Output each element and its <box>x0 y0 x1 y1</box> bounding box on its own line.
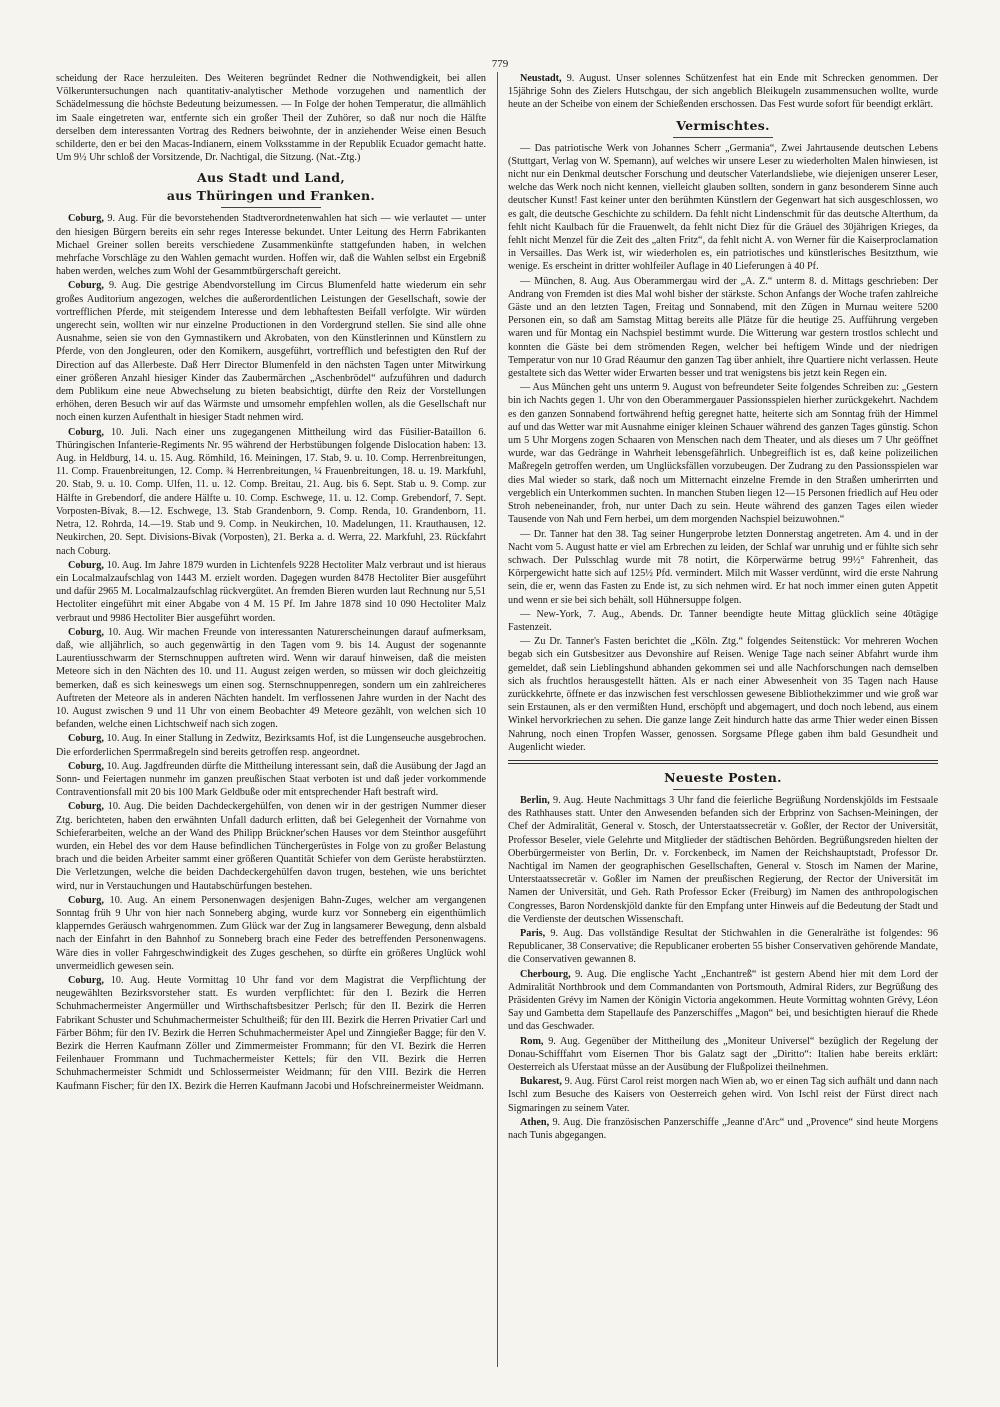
article-text: — Das patriotische Werk von Johannes Scherr „Germania“, Zwei Jahrtausende deutschen Lebens (Stuttgart, Verlag von W. Spemann), auf welches wir unsere Leser zu wiederholten Malen hinwiesen, ist nicht nur ein Denkmal deutscher Forschung und deutscher Vaterlandsliebe, wie diejenigen unserer Leser, welche das Werk noch nicht kennen, vielleicht glauben sollten, sondern in ganz besonderem Sinne auch deutscher Kunst! Fast keiner unter den berühmten Künstlern der Gegenwart hat sich ausgeschlossen, wo es galt, die deutsche Geschichte zu schildern. Da fehlt nicht Lindenschmit für das deutsche Alterthum, da fehlt nicht Kaulbach für die Frauenwelt, da fehlt nicht Diez für die Gräuel des 30jährigen Krieges, da fehlt nicht Menzel für die Zeit des „alten Fritz“, da fehlt nicht A. von Werner für die Kaiserproclamation in Versailles. Das Werk ist, wir wiederholen es, ein patriotisches und künstlerisches Besitzthum, wie wenige. Es erscheint in dritter wohlfeiler Auflage in 40 Lieferungen à 40 Pf. <box>508 142 938 273</box>
article-text: 10. Aug. An einem Personenwagen desjenigen Bahn-Zuges, welcher am vergangenen Sonntag früh 9 Uhr von hier nach Sonneberg abging, wurde kurz vor Sonneberg ein eigenthümlich klapperndes Geräusch wahrgenommen. Zum Glück war der Zug in langsamerer Bewegung, denn alsbald nach der Einfahrt in den Bahnhof zu Sonneberg brach eine Feder des betreffenden Personenwagens. Wäre dies in voller Fahrgeschwindigkeit des Zuges geschehen, so dürfte ein größeres Unglück wohl unvermeidlich gewesen sein. <box>56 894 486 972</box>
article-paragraph <box>56 626 486 732</box>
article-text: 10. Aug. Wir machen Freunde von interessanten Naturerscheinungen darauf aufmerksam, daß, wie alljährlich, so auch gegenwärtig in den Tagen vom 9. bis 14. August der sogenannte Laurentiusschwarm der Sternschnuppen auftreten wird. Wenn wir darauf hinweisen, daß die meisten Meteore sich in den Nächten des 10. und 11. August zeigen werden, so müssen wir doch gleichzeitig bemerken, daß es sich keineswegs um einen sog. Sternschnuppenregen, sondern um ein zahlreicheres Auftreten der Meteore als in anderen Nächten handelt. Im verflossenen Jahre wurden in der Nacht des 10. August zwischen 9 und 11 Uhr von einem Beobachter 49 Meteore gezählt, von welchen sich 10 befanden, welche einen Lichtschweif nach sich zogen. <box>56 626 486 731</box>
article-paragraph <box>508 608 938 634</box>
dateline-place: Coburg, <box>68 213 104 225</box>
heading-underline <box>673 789 773 790</box>
article-paragraph <box>508 381 938 526</box>
dateline-place: Berlin, <box>520 794 550 806</box>
article-paragraph <box>56 894 486 973</box>
article-text: — Zu Dr. Tanner's Fasten berichtet die „Köln. Ztg.“ folgendes Seitenstück: Vor mehreren Wochen begab sich ein Gutsbesitzer aus Devonshire auf Reisen. Wenige Tage nach seiner Abfahrt wurde ihm gemeldet, daß sein Lieblingshund abhanden gekommen sei und alle Nachforschungen nach demselben sich als fruchtlos herausgestellt hätten. Als er nach einer Abwesenheit von 35 Tagen nach Hause zurückkehrte, öffnete er das inzwischen fest verschlossen gewesene Bibliothekzimmer und wie groß war sein Erstaunen, als er den vermißten Hund, erschöpft und abgemagert, und doch noch lebend, aus einem Winkel hervorkriechen zu sehen. Die ganze lange Zeit hindurch hatte das arme Thier weder einen Bissen Nahrung, noch einen Tropfen Wasser, genossen. Sorgsame Pflege gaben ihm bald Gesundheit und Augenlicht wieder. <box>508 636 938 753</box>
section-rule <box>508 763 938 764</box>
dateline-place: Coburg, <box>68 733 104 745</box>
dateline-place: Rom, <box>520 1035 544 1047</box>
section-heading: Vermischtes. <box>676 117 770 133</box>
dateline-place: Coburg, <box>68 559 104 571</box>
dateline-place: Neustadt, <box>520 73 562 84</box>
dateline-place: Coburg, <box>68 280 104 292</box>
article-paragraph <box>56 559 486 625</box>
article-paragraph <box>508 794 938 926</box>
article-text: 10. Aug. Heute Vormittag 10 Uhr fand vor dem Magistrat die Verpflichtung der neugewählten Bezirksvorsteher statt. Es wurden verpflichtet: für den I. Bezirk die Herren Schuhmachermeister Angermüller und Wirthschaftsbesitzer Perlsch; für den II. Bezirk die Herren Fabrikant Schuster und Schuhmachermeister Schultheiß; für den III. Bezirk die Herren Privatier Carl und Färber Böhm; für den IV. Bezirk die Herren Schuhmachermeister Apel und Zinngießer Bagge; für den V. Bezirk die Herren Kaufmann Zöller und Zimmermeister Frommann; für den VI. Bezirk die Herren Feilenhauer Frommann und Tuchmachermeister Kettels; für den VII. Bezirk die Herren Schuhmachermeister Schmidt und Schlossermeister Weidmann; für den VIII. Bezirk die Herren Kaufmann Fischer; für den IX. Bezirk die Herren Kaufmann Jacobi und Hofschreinermeister Weidmann. <box>56 975 486 1092</box>
dateline-place: Coburg, <box>68 626 104 638</box>
dateline-place: Coburg, <box>68 894 104 906</box>
article-paragraph <box>508 968 938 1034</box>
article-text: 10. Aug. Jagdfreunden dürfte die Mittheilung interessant sein, daß die Ausübung der Jagd an Sonn- und Feiertagen nunmehr im ganzen preußischen Staat verboten ist und daß jeder vorkommende Contraventionsfall mit 20 bis 100 Mark Geldbuße oder mit entsprechender Haft bestraft wird. <box>56 760 486 799</box>
article-text: 9. Aug. Für die bevorstehenden Stadtverordnetenwahlen hat sich — wie verlautet — unter den hiesigen Bürgern bereits ein sehr reges Interesse bekundet. Unter Leitung des Herrn Fabrikanten Michael Greiner sollen bereits verschiedene Zusammenkünfte stattgefunden haben, in welchen mehrfache Vorschläge zu den Wahlen gemacht wurden. Hoffen wir, daß die Wahlen selbst ein Ergebniß haben werden, welches zum Wohl der Gesammtbürgerschaft gereicht. <box>56 213 486 278</box>
dateline-place: Paris, <box>520 927 546 939</box>
article-text: 9. Aug. Gegenüber der Mittheilung des „Moniteur Universel“ bezüglich der Regelung der Donau-Schifffahrt vom Eisernen Thor bis Galatz sagt der „Diritto“: Italien habe bereits erklärt: Oesterreich als Uferstaat müsse an der Ausübung der Flußpolizei theilnehmen. <box>508 1035 938 1074</box>
article-text: — Dr. Tanner hat den 38. Tag seiner Hungerprobe letzten Donnerstag angetreten. Am 4. und in der Nacht vom 5. August hatte er viel am Erbrechen zu leiden, der Schlaf war unruhig und er fühlte sich sehr schwach. Der Pulsschlag wurde mit 78 notirt, die Körperwärme betrug 99½° Fahrenheit, das Körpergewicht hatte sich auf 125½ Pfd. vermindert. Milch mit Wasser verdünnt, wird die erste Nahrung sein, die er, wenn das Fasten zu Ende ist, zu sich nehmen wird. Er hat noch immer einen guten Appetit und wenn er sie bei sich behält, soll Hühnersuppe folgen. <box>508 528 938 606</box>
article-text: 9. Aug. Heute Nachmittags 3 Uhr fand die feierliche Begrüßung Nordenskjölds im Festsaale des Rathhauses statt. Unter den Anwesenden befanden sich der Erbprinz von Sachsen-Meiningen, der Chef der Admiralität, General v. Stosch, der Unterstaatssecretär v. Goßler, der Rector der Universität, Professor Beseler, viele Gelehrte und Mitglieder der städtischen Behörden. Begrüßungsreden hielten der Oberbürgermeister von Berlin, Dr. v. Forckenbeck, im Namen der Reichshauptstadt, Professor Dr. Nachtigal im Namen der geographischen Gesellschaften, General v. Stosch im Namen der Marine, Unterstaatssecretär v. Goßler im Namen der preußischen Regierung, der Rector der Universität im Namen der Universität, und Geh. Rath Professor Ecker (Freiburg) im Namen des anthropologischen Congresses, Baron Nordenskjöld dankte für den Empfang unter Hinweis auf die Bedeutung der Stadt und die Verdienste der deutschen Wissenschaft. <box>508 794 938 925</box>
column-divider <box>497 72 498 1367</box>
article-paragraph <box>508 1116 938 1142</box>
article-text: — München, 8. Aug. Aus Oberammergau wird der „A. Z.“ unterm 8. d. Mittags geschrieben: Der Andrang von Fremden ist dies Mal wohl bisher der stärkste. Schon Anfangs der Woche trafen zahlreiche Gäste und an den letzten Tagen, Freitag und Sonnabend, mit den Zügen in Murnau weitere 5200 Personen ein, so daß am Samstag Mittag bereits alle Plätze für die heutige 25. Aufführung vergeben waren und für Montag ein Nachspiel bestimmt wurde. Die Witterung war gestern trostlos schlecht und konnten die Gäste bei dem strömenden Regen, welcher bei heftigem Winde und der niedrigen Temperatur von nur 10 Grad Réaumur den ganzen Tag über anhielt, ihre Quartiere nicht verlassen. Heute gestaltete sich das Wetter wider Erwarten besser und trat wenigstens bis jetzt kein Regen ein. <box>508 275 938 380</box>
article-text: 10. Aug. Im Jahre 1879 wurden in Lichtenfels 9228 Hectoliter Malz verbraut und ist hieraus ein Localmalzaufschlag von 1443 M. erzielt worden. Dagegen wurden 8478 Hectoliter Bier ausgeführt und dafür 2965 M. Localmalzaufschlag rückvergütet. An fremden Bieren wurden laut Rechnung nur 5,51 Hectoliter eingeführt mit einer Abgabe von 4 M. 15 Pf. Im Jahre 1878 sind 10 090 Hectoliter Malz verbraut und 9986 Hectoliter Bier ausgeführt worden. <box>56 559 486 624</box>
section-heading: Aus Stadt und Land, <box>197 170 345 186</box>
section-rule <box>508 760 938 761</box>
article-paragraph <box>56 760 486 800</box>
article-paragraph <box>508 1035 938 1075</box>
dateline-place: Cherbourg, <box>520 968 571 980</box>
article-text: — Aus München geht uns unterm 9. August von befreundeter Seite folgendes Schreiben zu: „Gestern bin ich Nachts gegen 1. Uhr von den Oberammergauer Passionsspielen hierher zurückgekehrt. Nachdem es den ganzen Sonnabend fortwährend heftig geregnet hatte, heiterte sich am Sonntag früh der Himmel auf und das Wetter war mit Ausnahme einiger kleinen Schauer während des ganzen Tages günstig. Schon um 5 Uhr Morgens zogen Schaaren von Menschen nach dem Theater, und als dieses um 7 Uhr geöffnet wurde, war das Gedränge in Wahrheit lebensgefährlich. Unbegreiflich ist es, daß keine polizeilichen Maßregeln getroffen werden, um Unglücksfällen vorzubeugen. Der Zudrang zu den Passionsspielen war dies Mal wieder so stark, daß noch um Mitternacht einzelne Fremde in den Straßen umherirrten und vergeblich ein Unterkommen suchten. In manchen Stuben liegen 12—15 Personen friedlich auf Heu oder Stroh nebeneinander, froh, nur unter Dach zu sein. Heute während des ganzen Tages eilen wieder Tausende von Nah und Fern herbei, um dem morgenden Nachspiel beizuwohnen.“ <box>508 382 938 526</box>
right-column <box>508 72 938 1367</box>
dateline-place: Athen, <box>520 1116 550 1128</box>
article-paragraph <box>56 72 486 164</box>
article-paragraph <box>56 212 486 278</box>
article-paragraph <box>508 927 938 967</box>
article-paragraph <box>508 72 938 112</box>
article-paragraph <box>56 426 486 558</box>
article-text: 10. Juli. Nach einer uns zugegangenen Mittheilung wird das Füsilier-Bataillon 6. Thüringischen Infanterie-Regiments Nr. 95 während der Herbstübungen folgende Dislocation haben: 13. Aug. in Heldburg, 14. u. 15. Aug. Römhild, 16. Meiningen, 17. Stab, 9. u. 10. Comp. Herrenbreitungen, 11. Comp. Frauenbreitungen, 12. Comp. ¾ Herrenbreitungen, ¼ Frauenbreitungen, 18. u. 19. Markfuhl, 20. Stab, 9. u. 10. Comp. Ulfen, 11. u. 12. Comp. Breitau, 21. Aug. bis 6. Sept. Stab u. 9. Comp. zur Hälfte in Grebendorf, die andere Hälfte u. 10. Comp. Eschwege, 11. u. 12. Comp. Grebendorf, 7. Sept. Vorposten-Bivak, 8.—12. Eschwege, 13. Stab Grandenborn, 9. Comp. Renda, 10. Grandenborn, 11. Netra, 12. Rohrda, 14.—19. Stab und 9. Comp. in Neukirchen, 10. Madelungen, 11. Krauthausen, 12. Neukirchen, 20. Sept. Divisions-Bivak (Vorposten), 21. Berka a. d. Werra, 22. Markfuhl, 23. Rückfahrt nach Coburg. <box>56 426 486 557</box>
article-text: scheidung der Race herzuleiten. Des Weiteren begründet Redner die Nothwendigkeit, bei allen Völkeruntersuchungen nach quantitativ-analytischer Methode vorzugehen und namentlich der Schädelmessung die höchste Bedeutung beizumessen. — In Folge der hohen Temperatur, die allmählich im Saale eingetreten war, entfernte sich ein großer Theil der Zuhörer, so daß nur noch die Hälfte derselben dem interessanten Vortrag des Redners beiwohnte, der in anziehender Weise einen Besuch schilderte, den er bei den Macas-Indianern, einem Volksstamme in der Republik Ecuador gemacht hatte. Um 9½ Uhr schloß der Vorsitzende, Dr. Nachtigal, die Sitzung. (Nat.-Ztg.) <box>56 73 486 164</box>
dateline-place: Coburg, <box>68 426 104 438</box>
article-text: 9. Aug. Fürst Carol reist morgen nach Wien ab, wo er einen Tag sich aufhält und dann nach Ischl zum Besuche des Kaisers von Oesterreich gehen wird. Von Ischl reist der Fürst direct nach Sigmaringen zu seinem Vater. <box>508 1076 938 1114</box>
dateline-place: Coburg, <box>68 975 104 986</box>
page-number: 779 <box>491 58 509 70</box>
article-paragraph <box>508 635 938 754</box>
article-paragraph <box>508 528 938 607</box>
heading-underline <box>673 137 773 138</box>
article-text: 9. Aug. Die englische Yacht „Enchantreß“ ist gestern Abend hier mit dem Lord der Admiralität Northbrook und dem Commandanten von Portsmouth, Admiral Riders, zur Begrüßung des Präsidenten Grévy im Namen der Königin Victoria angekommen. Heute Vormittag wohnten Grévy, Léon Say und Gambetta dem Stapellaufe des Panzerschiffes „Magon“ bei, und besichtigten hierauf die Rhede und das Geschwader. <box>508 968 938 1033</box>
article-text: 10. Aug. Die beiden Dachdeckergehülfen, von denen wir in der gestrigen Nummer dieser Ztg. berichteten, haben den erwähnten Unfall dadurch erlitten, daß bei Gelegenheit der Vornahme von Schieferarbeiten, welche an der Wand des Philipp Brückner'schen Hauses vor dem Steinthor ausgeführt wurden, ein Hebel des vor dem Hause befindlichen Tünchergerüstes in Folge von zu großer Belastung brach und die beiden Arbeiter sammt einer größeren Quantität Schiefer von dem Gerüste herabstürzten. Die Verletzungen, welche die beiden Dachdeckergehülfen davon trugen, bestehen, wie uns berichtet wird, nur in Verstauchungen und Hautabschürfungen bestehen. <box>56 801 486 892</box>
article-paragraph <box>508 275 938 381</box>
article-text: 9. Aug. Das vollständige Resultat der Stichwahlen in die Generalräthe ist folgendes: 96 Republicaner, 38 Conservative; die Republicaner eroberten 55 bisher Conservativen gehörende Mandate, die Conservativen gewannen 8. <box>508 927 938 966</box>
article-text: 9. Aug. Die französischen Panzerschiffe „Jeanne d'Arc“ und „Provence“ sind heute Morgens nach Tunis abgegangen. <box>508 1116 938 1142</box>
article-paragraph <box>56 800 486 892</box>
dateline-place: Coburg, <box>68 801 104 813</box>
article-text: 9. August. Unser solennes Schützenfest hat ein Ende mit Schrecken genommen. Der 15jährige Sohn des Zielers Hutschgau, der sich angeblich Bleikugeln zusammensuchen wollte, wurde heute an der Scheibe von einem der Schießenden erschossen. Das Fest wurde sofort für beendigt erklärt. <box>508 73 938 111</box>
section-heading: Neueste Posten. <box>664 769 782 785</box>
article-paragraph <box>508 1075 938 1115</box>
article-paragraph <box>56 732 486 758</box>
heading-underline <box>221 207 321 208</box>
article-paragraph <box>56 974 486 1093</box>
article-text: 9. Aug. Die gestrige Abendvorstellung im Circus Blumenfeld hatte wiederum ein sehr großes Auditorium angezogen, welches die außerordentlichen Leistungen der Gesellschaft, sowie der vortrefflichen Pferde, mit steigendem Interesse und dem lebhaftesten Beifall verfolgte. Wir würden ungerecht sein, wollten wir nur einzelne Productionen in den Vordergrund stellen. Sie sind alle ohne Ausnahme, seien sie von den Gymnastikern und Akrobaten, von den Künstlerinnen und Künstlern zu Pferde, von den Jongleuren, oder den Komikern, ausgeführt, vortrefflich und befestigten den Ruf der Direction auf das Allerbeste. Daß Herr Director Blumenfeld in den nächsten Tagen unter Mitwirkung einer größeren Anzahl hiesiger Kinder das Zaubermärchen „Aschenbrödel“ aufzuführen und dadurch dem Publikum eine neue Abwechselung zu bieten beabsichtigt, dürfte den Reiz der Vorstellungen erhöhen, deren Besuch wir auf das Wärmste und umsomehr empfehlen wollen, als die Gesellschaft nur noch einen kurzen Aufenthalt in hiesiger Stadt nehmen wird. <box>56 280 486 424</box>
article-paragraph <box>508 142 938 274</box>
left-column <box>56 72 486 1367</box>
article-text: — New-York, 7. Aug., Abends. Dr. Tanner beendigte heute Mittag glücklich seine 40tägige Fastenzeit. <box>508 608 938 633</box>
dateline-place: Coburg, <box>68 760 104 772</box>
article-paragraph <box>56 279 486 424</box>
article-text: 10. Aug. In einer Stallung in Zedwitz, Bezirksamts Hof, ist die Lungenseuche ausgebrochen. Die erforderlichen Sperrmaßregeln sind bereits getroffen resp. angeordnet. <box>56 733 486 758</box>
section-heading: aus Thüringen und Franken. <box>166 188 376 204</box>
dateline-place: Bukarest, <box>520 1076 562 1088</box>
